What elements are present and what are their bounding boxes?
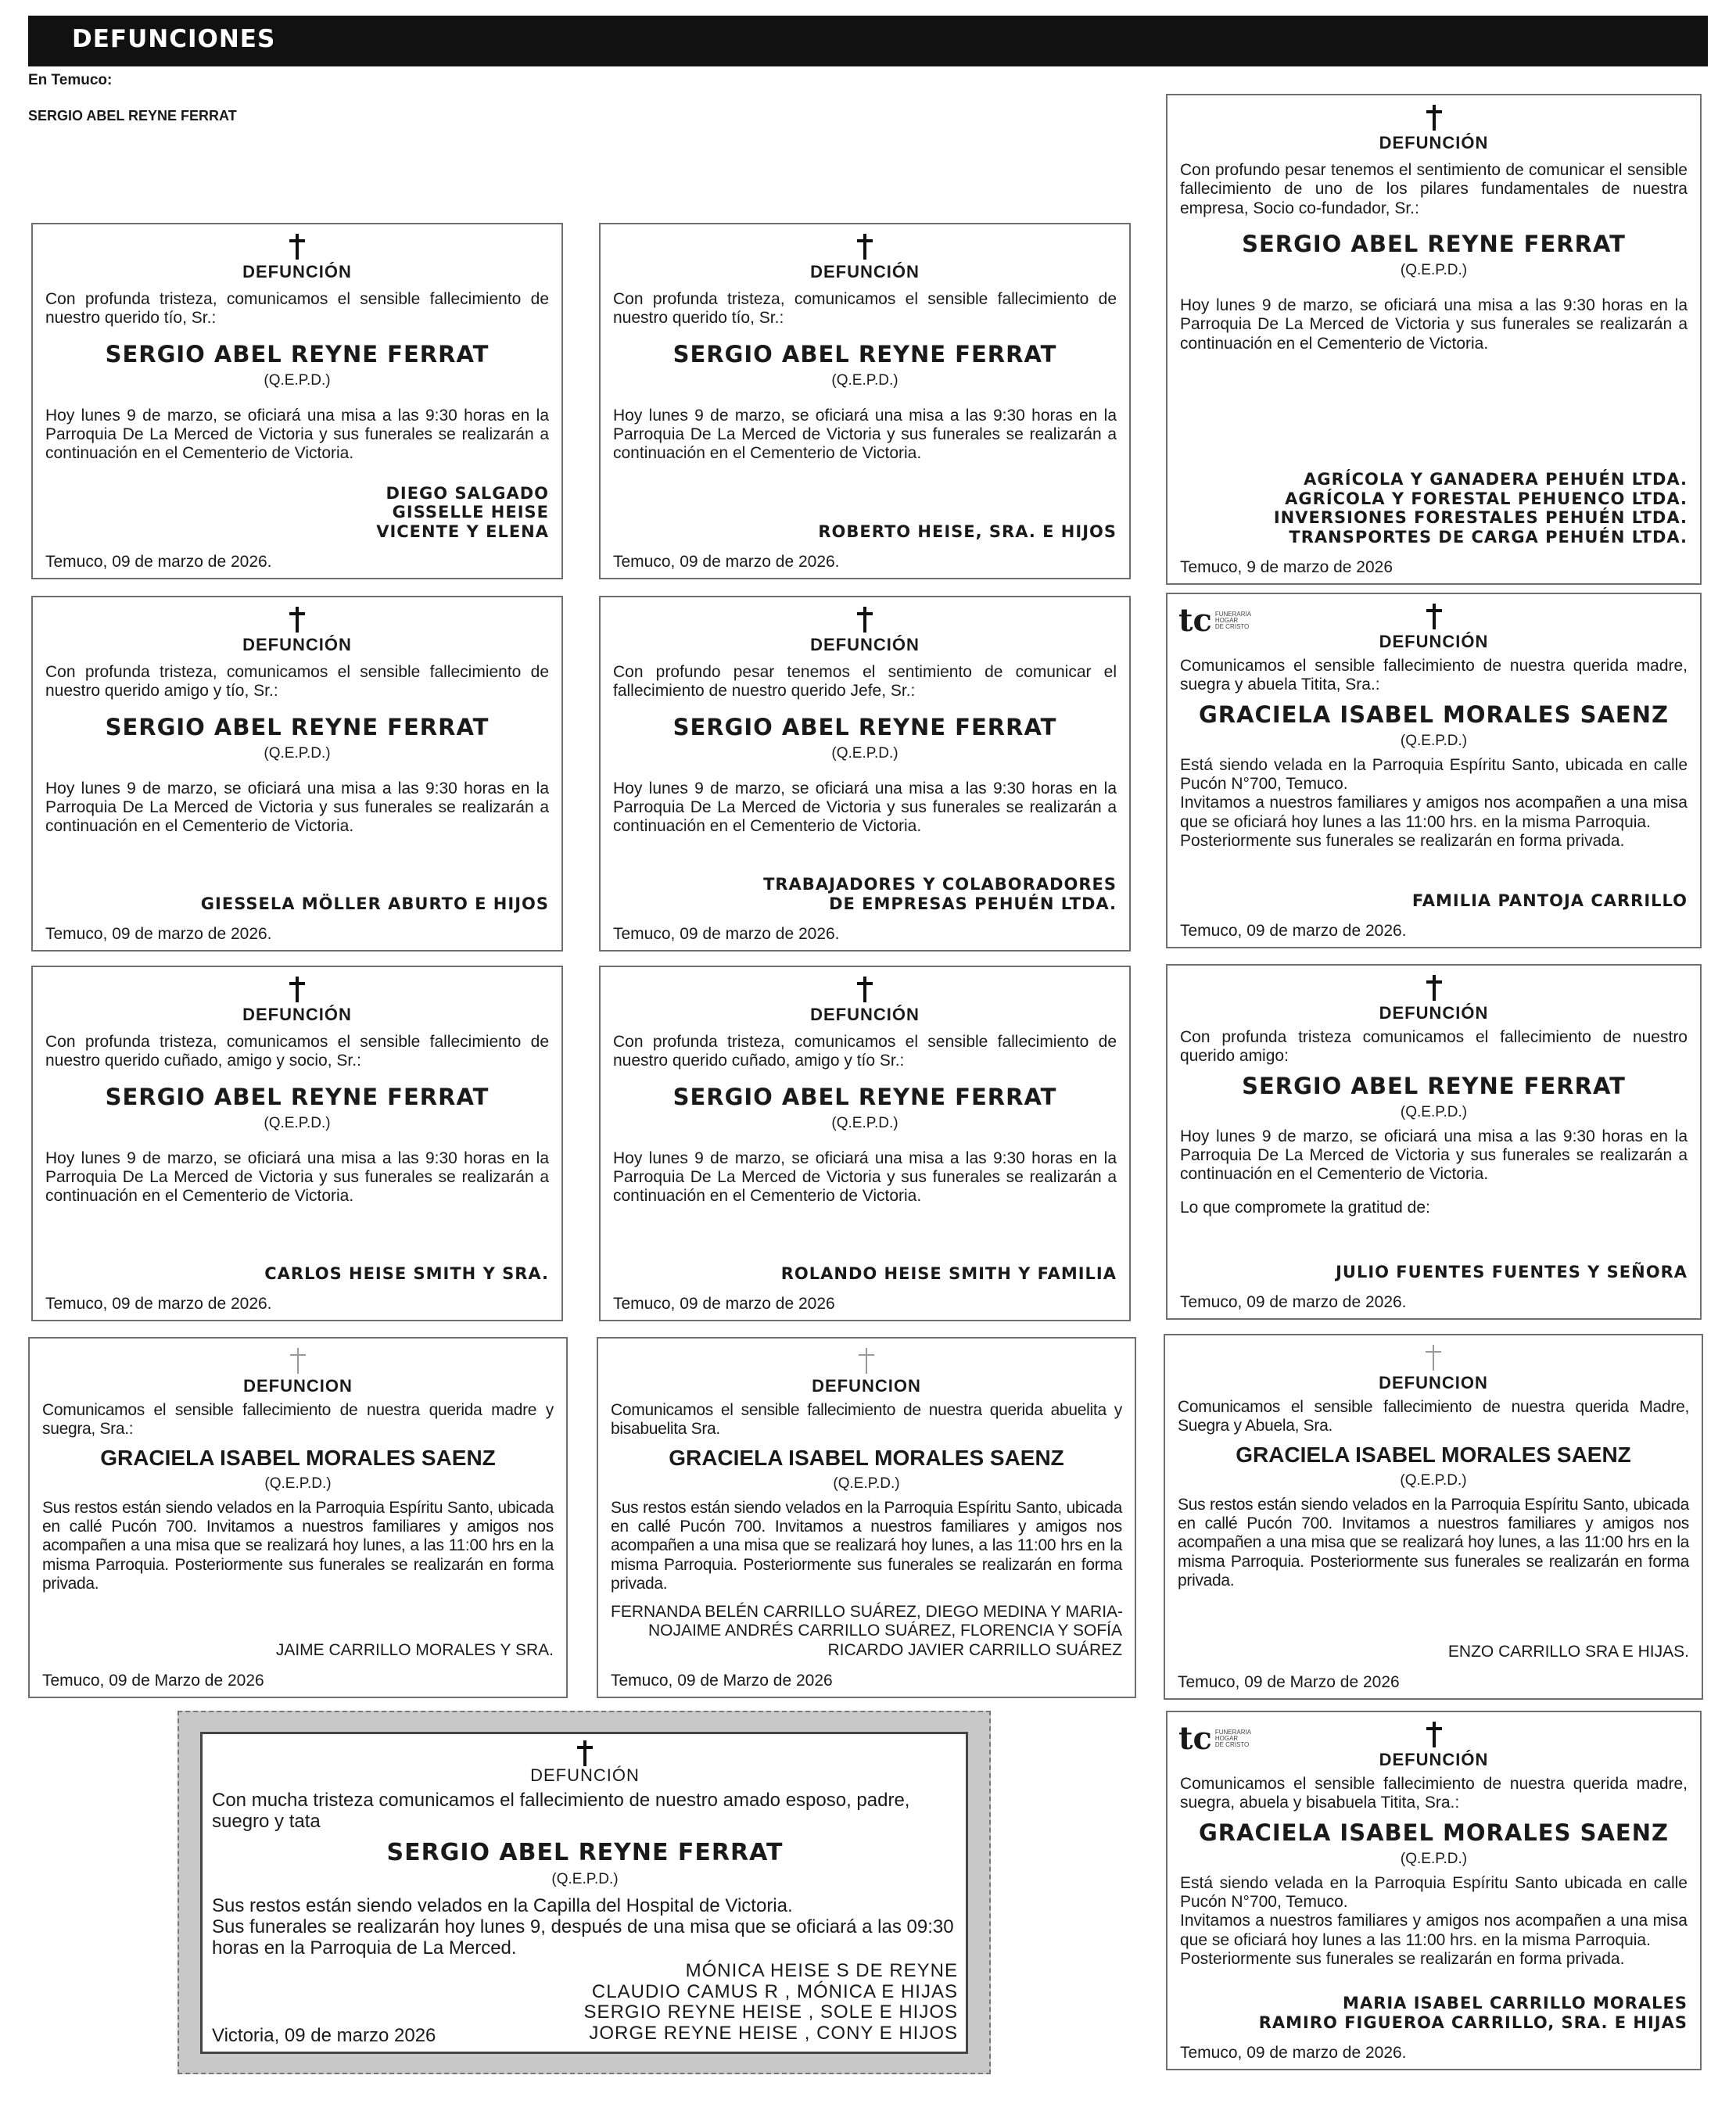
signers-block	[1180, 470, 1688, 547]
cross-icon	[42, 1346, 554, 1376]
notice-date: Temuco, 09 de marzo de 2026.	[1180, 922, 1407, 940]
cross-icon	[45, 605, 549, 635]
notice-date: Temuco, 09 de marzo de 2026.	[613, 553, 840, 571]
notice-intro: Con profundo pesar tenemos el sentimiento de comunicar el sensible fallecimiento de uno de los pilares fundamentales de nuestra empresa, Socio co-fundador, Sr.:	[1180, 161, 1688, 217]
cross-icon	[1180, 1720, 1688, 1750]
cross-icon	[1180, 973, 1688, 1003]
logo-text-line: DE CRISTO	[1214, 623, 1250, 630]
qepd-label: (Q.E.P.D.)	[831, 371, 898, 389]
obituary-notice	[31, 223, 563, 579]
qepd-label: (Q.E.P.D.)	[833, 1475, 900, 1492]
deceased-name: GRACIELA ISABEL MORALES SAENZ	[1236, 1442, 1631, 1467]
deceased-name: SERGIO ABEL REYNE FERRAT	[673, 340, 1057, 367]
notice-title: DEFUNCIÓN	[242, 1005, 352, 1024]
obituary-notice	[1166, 964, 1702, 1320]
logo-mark: tc	[1178, 1720, 1212, 1757]
signer-line: SERGIO REYNE HEISE , SOLE E HIJOS	[583, 2002, 958, 2023]
obituary-notice-framed	[200, 1732, 968, 2054]
qepd-label: (Q.E.P.D.)	[1400, 1103, 1468, 1120]
notice-date: Temuco, 09 de Marzo de 2026	[1178, 1673, 1400, 1691]
signer-line: AGRÍCOLA Y GANADERA PEHUÉN LTDA.	[1304, 469, 1688, 489]
notice-intro: Con profundo pesar tenemos el sentimiento de comunicar el fallecimiento de nuestro querido Jefe, Sr.:	[613, 663, 1117, 701]
notice-title: DEFUNCIÓN	[1379, 632, 1489, 651]
cross-icon	[613, 975, 1117, 1005]
logo-text-line: FUNERARIA	[1214, 1729, 1252, 1736]
signer-line: FAMILIA PANTOJA CARRILLO	[1411, 891, 1688, 911]
signers-block	[42, 1641, 554, 1661]
signer-line: ROLANDO HEISE SMITH Y FAMILIA	[780, 1264, 1117, 1284]
notice-date: Temuco, 09 de Marzo de 2026	[611, 1672, 833, 1690]
notice-intro: Comunicamos el sensible fallecimiento de nuestra querida madre y suegra, Sra.:	[42, 1401, 554, 1439]
deceased-name: SERGIO ABEL REYNE FERRAT	[105, 713, 490, 740]
signer-line: RICARDO JAVIER CARRILLO SUÁREZ	[827, 1641, 1122, 1660]
obituary-notice	[28, 1337, 568, 1698]
notice-date: Temuco, 09 de marzo de 2026.	[45, 1295, 272, 1313]
signers-block	[1178, 1643, 1689, 1662]
notice-intro: Con profunda tristeza, comunicamos el sensible fallecimiento de nuestro querido cuñado, amigo y tío Sr.:	[613, 1033, 1117, 1070]
notice-intro: Comunicamos el sensible fallecimiento de nuestra querida Madre, Suegra y Abuela, Sra.	[1178, 1398, 1689, 1435]
notice-body: Está siendo velada en la Parroquia Espíritu Santo, ubicada en calle Pucón N°700, Temuco. Invitamos a nuestros familiares y amigos nos acompañen a una misa que se oficiará hoy lunes a las 11:00 hrs. en la misma Parroquia. Posteriormente sus funerales se realizarán en forma privada.	[1180, 755, 1688, 851]
signer-line: INVERSIONES FORESTALES PEHUÉN LTDA.	[1273, 508, 1688, 528]
notice-intro: Con mucha tristeza comunicamos el fallecimiento de nuestro amado esposo, padre, suegro y tata	[212, 1790, 910, 1832]
notice-title: DEFUNCION	[243, 1376, 353, 1396]
obituary-notice	[1166, 593, 1702, 948]
logo-mark: tc	[1178, 602, 1212, 639]
cross-icon	[212, 1739, 958, 1765]
qepd-label: (Q.E.P.D.)	[1400, 1471, 1467, 1489]
deceased-heading: SERGIO ABEL REYNE FERRAT	[28, 108, 237, 124]
notice-title: DEFUNCIÓN	[810, 635, 920, 654]
signer-line: AGRÍCOLA Y FORESTAL PEHUENCO LTDA.	[1285, 489, 1688, 508]
signers-block	[611, 1603, 1122, 1661]
gratitude-line: Lo que compromete la gratitud de:	[1180, 1198, 1430, 1217]
signer-line: CLAUDIO CAMUS R , MÓNICA E HIJAS	[591, 1980, 958, 2002]
logo-text-line: HOGAR	[1214, 617, 1239, 624]
obituary-notice	[597, 1337, 1136, 1698]
notice-body: Hoy lunes 9 de marzo, se oficiará una misa a las 9:30 horas en la Parroquia De La Merced de Victoria y sus funerales se realizarán a continuación en el Cementerio de Victoria.	[613, 779, 1117, 836]
notice-date: Temuco, 09 de marzo de 2026.	[1180, 1293, 1407, 1311]
notice-body: Hoy lunes 9 de marzo, se oficiará una misa a las 9:30 horas en la Parroquia De La Merced de Victoria y sus funerales se realizarán a continuación en el Cementerio de Victoria.	[613, 406, 1117, 463]
signer-line: CARLOS HEISE SMITH Y SRA.	[264, 1264, 549, 1284]
qepd-label: (Q.E.P.D.)	[831, 1114, 898, 1131]
logo-text-line: DE CRISTO	[1214, 1741, 1250, 1748]
notice-date: Temuco, 09 de marzo de 2026	[613, 1295, 835, 1313]
framed-notice-border	[178, 1711, 991, 2074]
signer-line: GISSELLE HEISE	[392, 503, 549, 522]
signer-line: MÓNICA HEISE S DE REYNE	[685, 1960, 958, 1982]
notice-body: Sus restos están siendo velados en la Capilla del Hospital de Victoria. Sus funerales se realizarán hoy lunes 9, después de una misa que se oficiará a las 09:30 horas en la Parroquia de La Merced.	[212, 1894, 954, 1959]
qepd-label: (Q.E.P.D.)	[1400, 1850, 1468, 1867]
obituary-notice	[599, 223, 1131, 579]
cross-icon	[611, 1346, 1122, 1376]
deceased-name: GRACIELA ISABEL MORALES SAENZ	[100, 1445, 496, 1470]
signer-line: VICENTE Y ELENA	[376, 522, 549, 542]
notice-title: DEFUNCIÓN	[810, 262, 920, 281]
logo-text	[1215, 611, 1251, 630]
obituary-notice	[31, 596, 563, 952]
location-label: En Temuco:	[28, 72, 113, 88]
notice-title: DEFUNCIÓN	[1379, 133, 1489, 152]
notice-title: DEFUNCIÓN	[1379, 1003, 1489, 1023]
deceased-name: SERGIO ABEL REYNE FERRAT	[673, 1083, 1057, 1110]
section-title: DEFUNCIONES	[72, 25, 276, 53]
notice-body: Sus restos están siendo velados en la Parroquia Espíritu Santo, ubicada en callé Pucón 700. Invitamos a nuestros familiares y amigos nos acompañen a una misa que se realizará hoy lunes, a las 11:00 hrs en la misma Parroquia. Posteriormente sus funerales se realizarán en forma privada.	[1178, 1495, 1689, 1590]
signer-line: NOJAIME ANDRÉS CARRILLO SUÁREZ, FLORENCIA Y SOFÍA	[647, 1622, 1122, 1640]
notice-intro: Comunicamos el sensible fallecimiento de nuestra querida abuelita y bisabuelita Sra.	[611, 1401, 1122, 1439]
notice-intro: Con profunda tristeza comunicamos el fallecimiento de nuestro querido amigo:	[1180, 1028, 1688, 1066]
notice-title: DEFUNCIÓN	[530, 1765, 640, 1785]
notice-title: DEFUNCIÓN	[242, 635, 352, 654]
obituary-notice	[599, 596, 1131, 952]
notice-title: DEFUNCIÓN	[810, 1005, 920, 1024]
qepd-label: (Q.E.P.D.)	[264, 1475, 332, 1492]
notice-body: Hoy lunes 9 de marzo, se oficiará una misa a las 9:30 horas en la Parroquia De La Merced de Victoria y sus funerales se realizarán a continuación en el Cementerio de Victoria.	[45, 406, 549, 463]
notice-intro: Con profunda tristeza, comunicamos el sensible fallecimiento de nuestro querido tío, Sr.:	[45, 290, 549, 328]
cross-icon	[45, 232, 549, 262]
notice-body: Hoy lunes 9 de marzo, se oficiará una misa a las 9:30 horas en la Parroquia De La Merced de Victoria y sus funerales se realizarán a continuación en el Cementerio de Victoria.	[613, 1149, 1117, 1206]
notice-title: DEFUNCIÓN	[242, 262, 352, 281]
obituary-notice	[31, 966, 563, 1321]
deceased-name: SERGIO ABEL REYNE FERRAT	[673, 713, 1057, 740]
notice-intro: Con profunda tristeza, comunicamos el sensible fallecimiento de nuestro querido amigo y tío, Sr.:	[45, 663, 549, 701]
notice-title: DEFUNCIÓN	[1379, 1750, 1489, 1769]
qepd-label: (Q.E.P.D.)	[1400, 732, 1468, 749]
qepd-label: (Q.E.P.D.)	[264, 1114, 331, 1131]
funeral-home-logo	[1178, 1720, 1252, 1757]
notice-body: Está siendo velada en la Parroquia Espíritu Santo ubicada en calle Pucón N°700, Temuco. Invitamos a nuestros familiares y amigos nos acompañen a una misa que se oficiará hoy lunes a las 11:00 hrs. en la misma Parroquia. Posteriormente sus funerales se realizarán en forma privada.	[1180, 1873, 1688, 1969]
notice-intro: Comunicamos el sensible fallecimiento de nuestra querida madre, suegra y abuela Titita, Sra.:	[1180, 657, 1688, 694]
qepd-label: (Q.E.P.D.)	[1400, 262, 1468, 279]
notice-date: Temuco, 09 de marzo de 2026.	[45, 553, 272, 571]
deceased-name: SERGIO ABEL REYNE FERRAT	[1242, 1072, 1626, 1099]
section-header	[28, 16, 1708, 66]
cross-icon	[613, 232, 1117, 262]
notice-date: Temuco, 09 de Marzo de 2026	[42, 1672, 264, 1690]
obituary-notice	[1166, 1711, 1702, 2070]
notice-body: Sus restos están siendo velados en la Parroquia Espíritu Santo, ubicada en callé Pucón 700. Invitamos a nuestros familiares y amigos nos acompañen a una misa que se realizará hoy lunes, a las 11:00 hrs en la misma Parroquia. Posteriormente sus funerales se realizarán en forma privada.	[611, 1498, 1122, 1593]
logo-text	[1215, 1729, 1251, 1748]
obituary-notice	[1166, 94, 1702, 585]
cross-icon	[1178, 1343, 1689, 1373]
qepd-label: (Q.E.P.D.)	[264, 371, 331, 389]
signers-block	[45, 894, 549, 914]
cross-icon	[1180, 602, 1688, 632]
notice-date: Temuco, 09 de marzo de 2026.	[45, 925, 272, 943]
cross-icon	[1180, 103, 1688, 133]
signer-line: ROBERTO HEISE, SRA. E HIJOS	[818, 522, 1117, 542]
signer-line: FERNANDA BELÉN CARRILLO SUÁREZ, DIEGO MEDINA Y MARIA-	[611, 1602, 1124, 1621]
logo-text-line: HOGAR	[1214, 1735, 1239, 1742]
notice-date: Victoria, 09 de marzo 2026	[212, 2025, 436, 2046]
signers-block	[613, 875, 1117, 914]
notice-intro: Con profunda tristeza, comunicamos el sensible fallecimiento de nuestro querido cuñado, amigo y socio, Sr.:	[45, 1033, 549, 1070]
signers-block	[45, 1264, 549, 1284]
cross-icon	[45, 975, 549, 1005]
qepd-label: (Q.E.P.D.)	[831, 744, 898, 762]
signer-line: JAIME CARRILLO MORALES Y SRA.	[275, 1641, 554, 1660]
obituary-notice	[599, 966, 1131, 1321]
qepd-label: (Q.E.P.D.)	[264, 744, 331, 762]
signers-block	[45, 484, 549, 542]
notice-body: Hoy lunes 9 de marzo, se oficiará una misa a las 9:30 horas en la Parroquia De La Merced de Victoria y sus funerales se realizarán a continuación en el Cementerio de Victoria.	[45, 779, 549, 836]
deceased-name: GRACIELA ISABEL MORALES SAENZ	[1198, 701, 1670, 728]
notice-body: Sus restos están siendo velados en la Parroquia Espíritu Santo, ubicada en callé Pucón 700. Invitamos a nuestros familiares y amigos nos acompañen a una misa que se realizará hoy lunes, a las 11:00 hrs en la misma Parroquia. Posteriormente sus funerales se realizarán en forma privada.	[42, 1498, 554, 1593]
signer-line: JORGE REYNE HEISE , CONY E HIJOS	[589, 2022, 958, 2044]
signer-line: ENZO CARRILLO SRA E HIJAS.	[1447, 1643, 1689, 1661]
signers-block	[613, 522, 1117, 542]
qepd-label: (Q.E.P.D.)	[551, 1870, 619, 1887]
signers-block	[613, 1264, 1117, 1284]
signer-line: MARIA ISABEL CARRILLO MORALES	[1343, 1994, 1688, 2013]
deceased-name: SERGIO ABEL REYNE FERRAT	[105, 1083, 490, 1110]
signer-line: DE EMPRESAS PEHUÉN LTDA.	[829, 894, 1117, 914]
logo-text-line: FUNERARIA	[1214, 611, 1252, 618]
signer-line: TRANSPORTES DE CARGA PEHUÉN LTDA.	[1289, 528, 1688, 547]
notice-intro: Con profunda tristeza, comunicamos el sensible fallecimiento de nuestro querido tío, Sr.:	[613, 290, 1117, 328]
notice-body: Hoy lunes 9 de marzo, se oficiará una misa a las 9:30 horas en la Parroquia De La Merced de Victoria y sus funerales se realizarán a continuación en el Cementerio de Victoria.	[1180, 1127, 1688, 1184]
deceased-name: SERGIO ABEL REYNE FERRAT	[105, 340, 490, 367]
cross-icon	[613, 605, 1117, 635]
signer-line: GIESSELA MÖLLER ABURTO E HIJOS	[200, 894, 549, 914]
notice-title: DEFUNCION	[812, 1376, 921, 1396]
obituary-notice	[1164, 1334, 1703, 1700]
notice-date: Temuco, 9 de marzo de 2026	[1180, 558, 1393, 576]
notice-intro: Comunicamos el sensible fallecimiento de nuestra querida madre, suegra, abuela y bisabuela Titita, Sra.:	[1180, 1775, 1688, 1812]
notice-body: Hoy lunes 9 de marzo, se oficiará una misa a las 9:30 horas en la Parroquia De La Merced de Victoria y sus funerales se realizarán a continuación en el Cementerio de Victoria.	[1180, 296, 1688, 353]
deceased-name: SERGIO ABEL REYNE FERRAT	[386, 1838, 784, 1866]
funeral-home-logo	[1178, 602, 1252, 639]
signer-line: DIEGO SALGADO	[386, 483, 549, 503]
deceased-name: SERGIO ABEL REYNE FERRAT	[1242, 231, 1626, 258]
notice-body: Hoy lunes 9 de marzo, se oficiará una misa a las 9:30 horas en la Parroquia De La Merced de Victoria y sus funerales se realizarán a continuación en el Cementerio de Victoria.	[45, 1149, 549, 1206]
signers-block	[1180, 1263, 1688, 1282]
signer-line: RAMIRO FIGUEROA CARRILLO, SRA. E HIJAS	[1258, 2013, 1688, 2033]
signer-line: JULIO FUENTES FUENTES Y SEÑORA	[1336, 1263, 1688, 1282]
notice-date: Temuco, 09 de marzo de 2026.	[1180, 2044, 1407, 2062]
notice-title: DEFUNCION	[1379, 1373, 1488, 1392]
deceased-name: GRACIELA ISABEL MORALES SAENZ	[1198, 1819, 1670, 1846]
signers-block	[1180, 891, 1688, 911]
signers-block	[1180, 1994, 1688, 2033]
notice-date: Temuco, 09 de marzo de 2026.	[613, 925, 840, 943]
signer-line: TRABAJADORES Y COLABORADORES	[763, 875, 1117, 894]
deceased-name: GRACIELA ISABEL MORALES SAENZ	[669, 1445, 1064, 1470]
